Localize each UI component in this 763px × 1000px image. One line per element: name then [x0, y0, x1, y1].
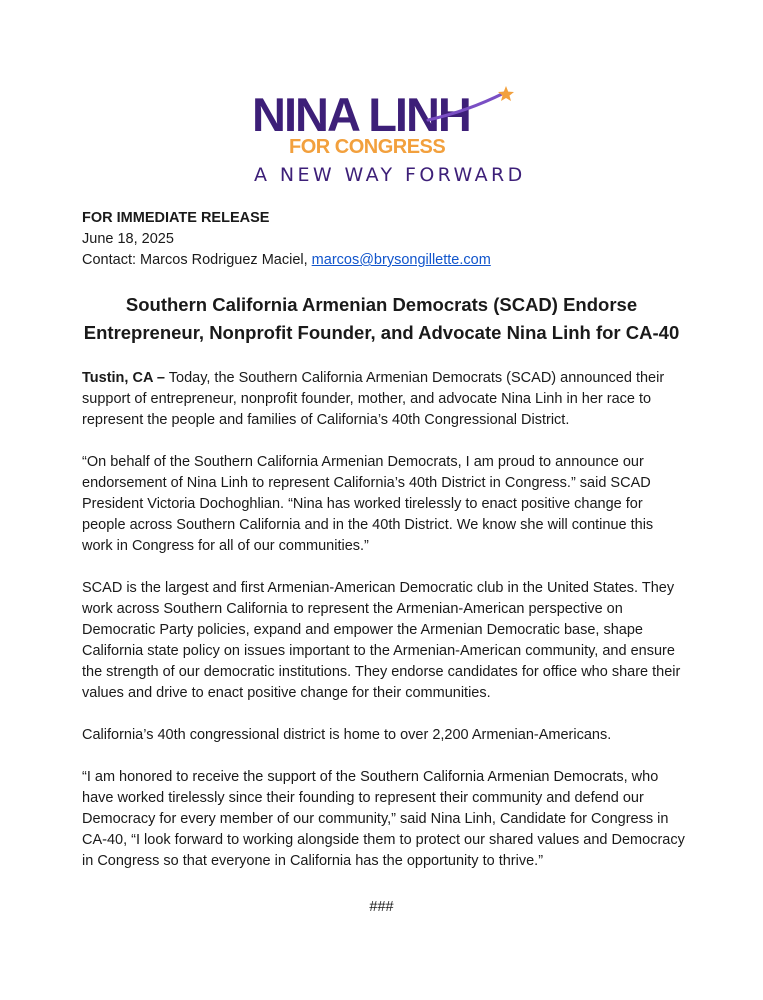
contact-name: Contact: Marcos Rodriguez Maciel,: [82, 252, 312, 268]
paragraph-5: “I am honored to receive the support of the Southern California Armenian Democrats, who have worked tirelessly since their founding to represent their community and defend our Democracy for every member of our community,” said Nina Linh, Candidate for Congress in CA-40, “I look forward to working alongside them to protect our shared values and Democracy in Congress so that everyone in California has the opportunity to thrive.”: [82, 769, 685, 869]
title-line-2: Entrepreneur, Nonprofit Founder, and Advocate Nina Linh for CA-40: [83, 322, 680, 343]
logo-subtitle: FOR CONGRESS: [289, 136, 446, 158]
end-mark: ###: [369, 899, 394, 915]
logo-tagline: A NEW WAY FORWARD: [254, 164, 526, 186]
press-release-title: [40, 291, 723, 347]
contact-email-link[interactable]: marcos@brysongillette.com: [311, 252, 491, 268]
paragraph-1: [82, 368, 687, 431]
paragraph-2: “On behalf of the Southern California Armenian Democrats, I am proud to announce our endorsement of Nina Linh to represent California’s 40th District in Congress.” said SCAD President Victoria Dochoghlian. “Nina has worked tirelessly to enact positive change for people across Southern California and in the 40th District. We know she will continue this work in Congress for all of our communities.”: [82, 454, 654, 554]
logo-name: NINA LINH: [252, 88, 470, 141]
release-header: [82, 208, 702, 271]
release-date: June 18, 2025: [82, 231, 174, 247]
release-label: FOR IMMEDIATE RELEASE: [82, 210, 270, 226]
press-release-body: [82, 368, 687, 893]
title-line-1: Southern California Armenian Democrats (SCAD) Endorse: [125, 294, 638, 315]
paragraph-1-text: Today, the Southern California Armenian Democrats (SCAD) announced their support of entrepreneur, nonprofit founder, mother, and advocate Nina Linh in her race to represent the people and families of California’s 40th Congressional District.: [82, 370, 665, 428]
contact-line: [82, 250, 702, 271]
dateline: Tustin, CA –: [82, 370, 165, 386]
paragraph-3: SCAD is the largest and first Armenian-American Democratic club in the United States. They work across Southern California to represent the Armenian-American perspective on Democratic Party policies, expand and empower the Armenian Democratic base, shape California state policy on issues important to the Armenian-American community, and ensure the strength of our democratic institutions. They endorse candidates for office who share their values and drive to enact positive change for their communities.: [82, 580, 681, 701]
campaign-logo: [0, 84, 763, 194]
paragraph-4: California’s 40th congressional district is home to over 2,200 Armenian-Americans.: [82, 727, 612, 743]
star-swoosh-icon: [420, 84, 520, 124]
